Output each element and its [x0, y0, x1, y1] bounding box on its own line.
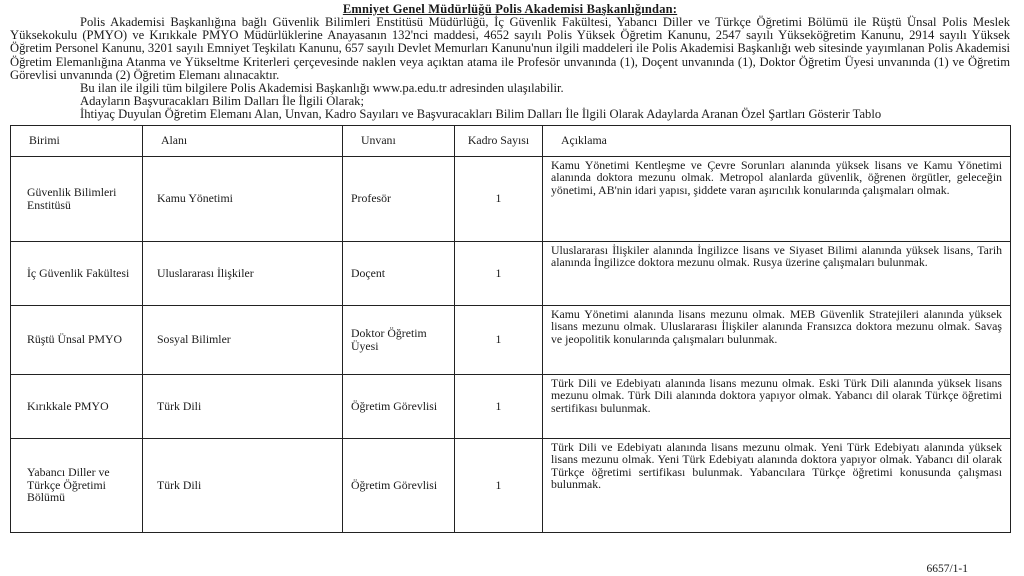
table-row — [11, 374, 1011, 438]
cell-unvan: Doçent — [343, 241, 455, 305]
info-paragraph: Bu ilan ile ilgili tüm bilgilere Polis Akademisi Başkanlığı www.pa.edu.tr adresinden ulaşılabilir. — [80, 81, 564, 96]
table-header-row — [11, 125, 1011, 156]
cell-kadro: 1 — [455, 156, 543, 241]
cell-aciklama: Uluslararası İlişkiler alanında İngilizce lisans ve Siyaset Bilimi alanında yüksek lisans, Tarih alanında İngilizce doktora mezunu olmak. Rusya üzerine çalışmaları bulunmak. — [543, 241, 1011, 305]
cell-aciklama: Türk Dili ve Edebiyatı alanında lisans mezunu olmak. Eski Türk Dili alanında yüksek lisans mezunu olmak. Türk Dili alanında doktora yapıyor olmak. Yabancı dil olarak Türkçe öğretimi sertifikası bulunmak. — [543, 374, 1011, 438]
cell-birim: Kırıkkale PMYO — [11, 374, 143, 438]
section-heading: Adayların Başvuracakları Bilim Dalları İle İlgili Olarak; — [80, 94, 364, 109]
cell-alan: Türk Dili — [143, 438, 343, 532]
positions-table — [10, 125, 1011, 533]
cell-alan: Türk Dili — [143, 374, 343, 438]
cell-unvan: Öğretim Görevlisi — [343, 438, 455, 532]
header-kadro: Kadro Sayısı — [455, 125, 543, 156]
cell-unvan: Doktor Öğretim Üyesi — [343, 305, 455, 374]
cell-aciklama: Kamu Yönetimi alanında lisans mezunu olmak. MEB Güvenlik Stratejileri alanında yüksek lisans mezunu olmak. Uluslararası İlişkiler alanında Fransızca doktora mezunu olmak. Savaş ve jeopolitik konularında çalışmaları bulunmak. — [543, 305, 1011, 374]
header-alan: Alanı — [143, 125, 343, 156]
cell-aciklama: Türk Dili ve Edebiyatı alanında lisans mezunu olmak. Yeni Türk Edebiyatı alanında yüksek lisans mezunu olmak. Yeni Türk Edebiyatı alanında doktora yapıyor olmak. Yabancı dil olarak Türkçe öğretimi sertifikası bulunmak. Yabancılara Türkçe öğretimi konusunda çalışması bulunmak. — [543, 438, 1011, 532]
cell-kadro: 1 — [455, 438, 543, 532]
intro-paragraph: Polis Akademisi Başkanlığına bağlı Güvenlik Bilimleri Enstitüsü Müdürlüğü, İç Güvenlik Fakültesi, Yabancı Diller ve Türkçe Öğretimi Bölümü ile Rüştü Ünsal Polis Meslek Yüksekokulu (PMYO) ve Kırıkkale PMYO Müdürlüklerine Anayasanın 132'nci maddesi, 4652 sayılı Polis Yüksek Öğretim Kanunu, 2547 sayılı Yükseköğretim Kanunu, 2914 sayılı Yüksek Öğretim Personel Kanunu, 3201 sayılı Emniyet Teşkilatı Kanunu, 657 sayılı Devlet Memurları Kanunu'nun ilgili maddeleri ile Polis Akademisi Başkanlığı web sitesinde yayımlanan Polis Akademisi Öğretim Elemanlığına Atanma ve Yükseltme Kriterleri çerçevesinde naklen veya açıktan atama ile Profesör unvanında (1), Doçent unvanında (1), Doktor Öğretim Üyesi unvanında (1) ve Öğretim Görevlisi unvanında (2) Öğretim Elemanı alınacaktır. — [10, 15, 1010, 82]
cell-unvan: Öğretim Görevlisi — [343, 374, 455, 438]
cell-birim: Güvenlik Bilimleri Enstitüsü — [11, 156, 143, 241]
document-code: 6657/1-1 — [926, 563, 968, 575]
cell-alan: Sosyal Bilimler — [143, 305, 343, 374]
cell-alan: Uluslararası İlişkiler — [143, 241, 343, 305]
header-unvan: Unvanı — [343, 125, 455, 156]
cell-aciklama: Kamu Yönetimi Kentleşme ve Çevre Sorunları alanında yüksek lisans ve Kamu Yönetimi alanında doktora mezunu olmak. Metropol alanlarda güvenlik, öğrenen örgütler, geleceğin yönetimi, AB'nin idari yapısı, şiddete varan aşırıcılık konularında çalışmaları olmak. — [543, 156, 1011, 241]
table-row — [11, 156, 1011, 241]
positions-table-container — [10, 125, 1010, 533]
cell-birim: Yabancı Diller ve Türkçe Öğretimi Bölümü — [11, 438, 143, 532]
header-birim: Birimi — [11, 125, 143, 156]
cell-birim: Rüştü Ünsal PMYO — [11, 305, 143, 374]
cell-kadro: 1 — [455, 305, 543, 374]
header-aciklama: Açıklama — [543, 125, 1011, 156]
cell-kadro: 1 — [455, 241, 543, 305]
cell-unvan: Profesör — [343, 156, 455, 241]
table-row — [11, 305, 1011, 374]
cell-kadro: 1 — [455, 374, 543, 438]
cell-alan: Kamu Yönetimi — [143, 156, 343, 241]
table-row — [11, 241, 1011, 305]
document-title: Emniyet Genel Müdürlüğü Polis Akademisi Başkanlığından: — [342, 2, 678, 16]
table-row — [11, 438, 1011, 532]
table-caption: İhtiyaç Duyulan Öğretim Elemanı Alan, Unvan, Kadro Sayıları ve Başvuracakları Bilim Dalları İle İlgili Olarak Adaylarda Aranan Özel Şartları Gösterir Tablo — [80, 107, 882, 122]
cell-birim: İç Güvenlik Fakültesi — [11, 241, 143, 305]
